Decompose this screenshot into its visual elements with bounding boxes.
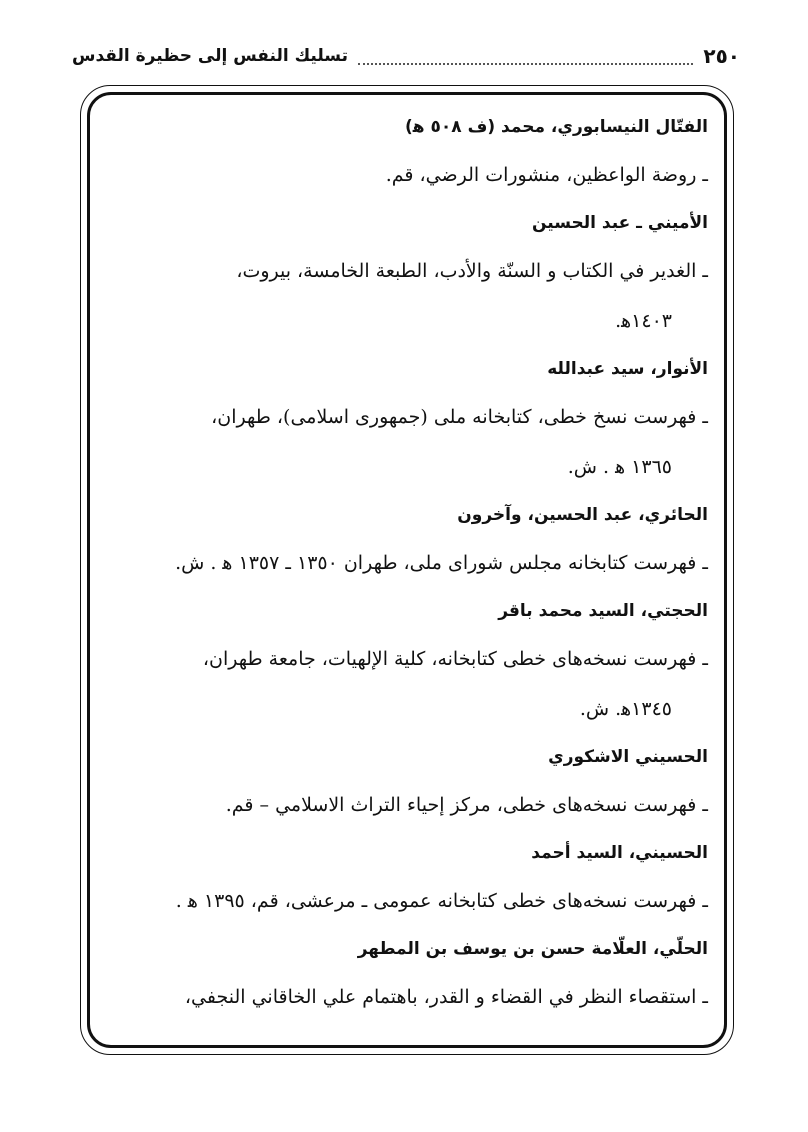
author-heading: الحسيني الاشكوري — [548, 747, 708, 767]
author-heading: الأنوار، سيد عبدالله — [547, 359, 708, 379]
author-heading: الفتّال النيسابوري، محمد (ف ٥٠٨ ﻫ) — [405, 117, 708, 137]
running-title: تسليك النفس إلى حظيرة القدس — [72, 46, 348, 66]
author-heading: الحلّي، العلّامة حسن بن يوسف بن المطهر — [357, 939, 708, 959]
work-entry — [96, 246, 720, 346]
author-heading: الأميني ـ عبد الحسين — [531, 213, 708, 233]
work-line: ـ فهرست نسخه‌هاى خطى كتابخانه، كلية الإلهيات، جامعة طهران، — [202, 648, 708, 670]
work-entry — [96, 392, 720, 492]
author-heading: الحسيني، السيد أحمد — [531, 843, 708, 863]
work-line: ـ فهرست نسخ خطى، كتابخانه ملى (جمهورى اسلامى)، طهران، — [211, 406, 708, 428]
work-line: ـ الغدير في الكتاب و السنّة والأدب، الطبعة الخامسة، بيروت، — [236, 260, 708, 282]
page-header — [72, 40, 740, 72]
header-dotted-leader — [358, 63, 693, 65]
bibliography-list — [96, 104, 720, 1042]
author-heading: الحائري، عبد الحسين، وآخرون — [457, 505, 708, 525]
work-entry: ـ فهرست كتابخانه مجلس شوراى ملى، طهران ١٣٥٠ ـ ١٣٥٧ ﻫ . ش. — [175, 552, 708, 574]
work-line-continuation: ١٣٦٥ ﻫ . ش. — [567, 456, 672, 478]
work-entry: ـ روضة الواعظين، منشورات الرضي، قم. — [385, 164, 708, 186]
work-entry — [96, 634, 720, 734]
author-heading: الحجتي، السيد محمد باقر — [498, 601, 708, 621]
work-entry: ـ فهرست نسخه‌هاى خطى كتابخانه عمومى ـ مرعشى، قم، ١٣٩٥ ﻫ . — [175, 890, 708, 912]
page-number: ٢٥٠ — [703, 44, 740, 68]
work-entry: ـ فهرست نسخه‌هاى خطى، مركز إحياء التراث الاسلامي – قم. — [225, 794, 708, 816]
work-entry: ـ استقصاء النظر في القضاء و القدر، باهتمام علي الخاقاني النجفي، — [184, 986, 708, 1008]
work-line-continuation: ١٣٤٥ﻫ. ش. — [579, 698, 672, 720]
work-line-continuation: ١٤٠٣ﻫ. — [615, 310, 672, 332]
